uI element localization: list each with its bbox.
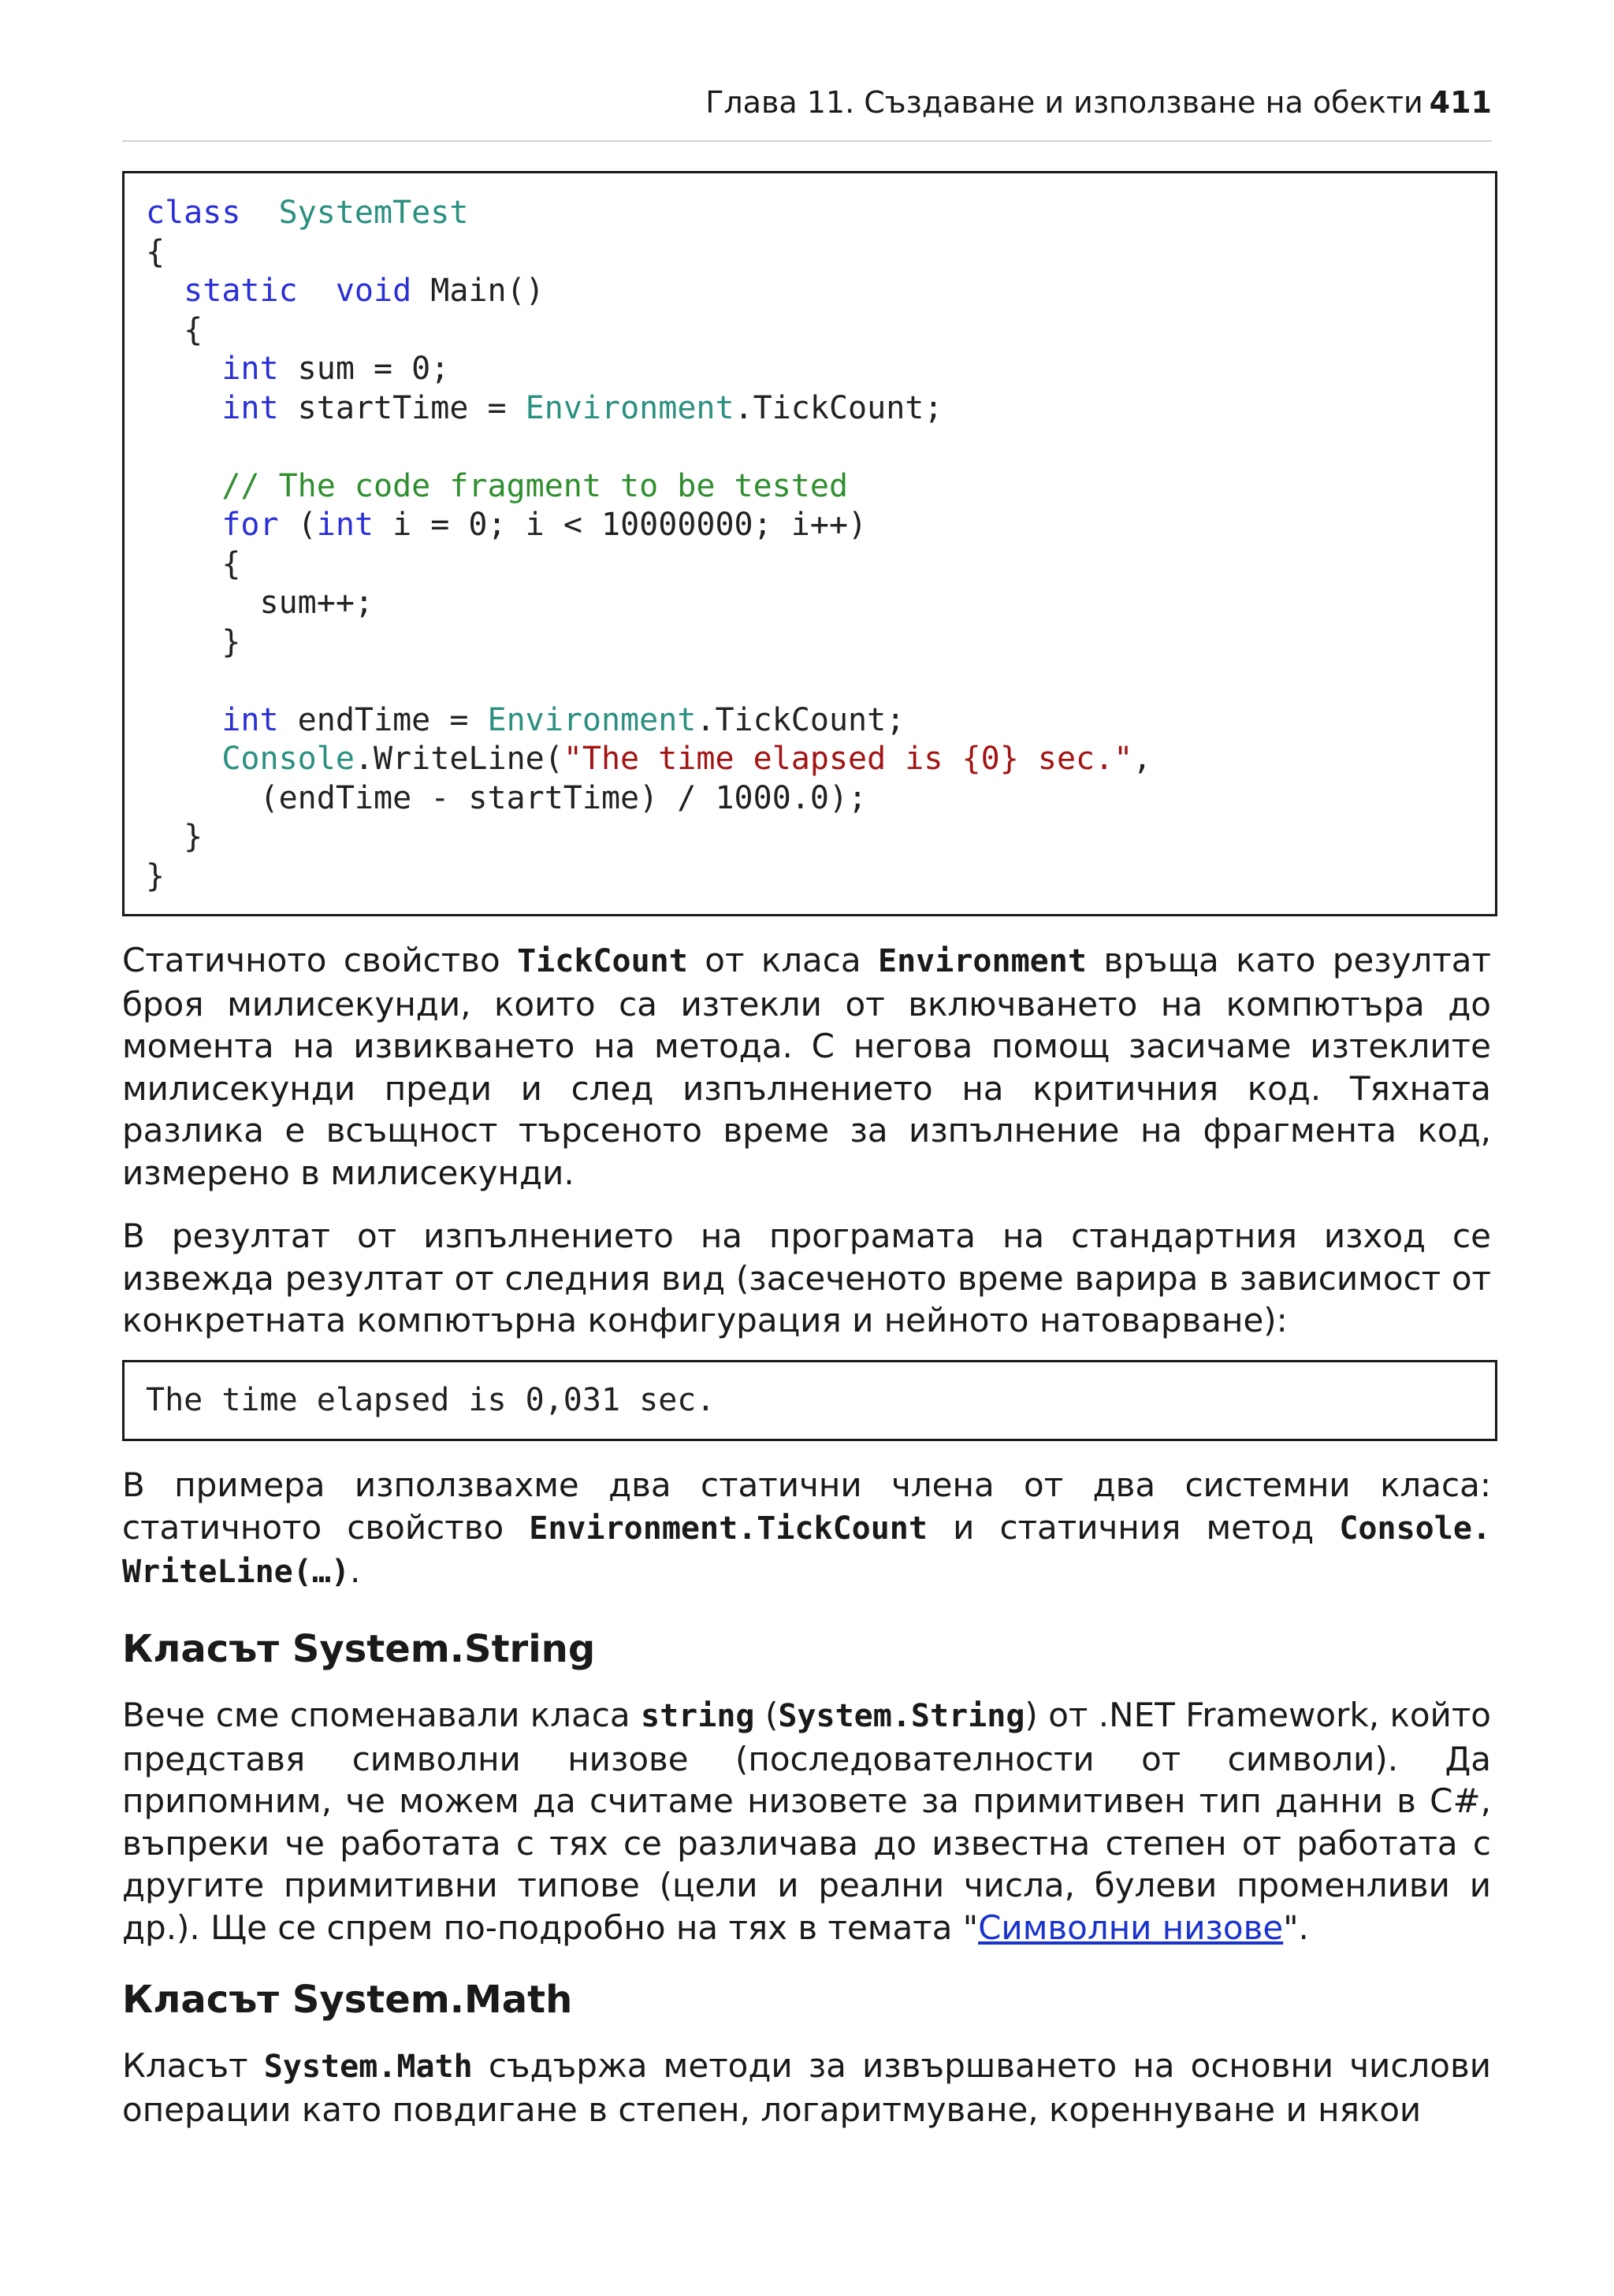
inline-code: System.Math [263, 2049, 473, 2085]
code-line [146, 857, 1151, 897]
text-run: Статичното свойство [122, 941, 518, 979]
code-text: (endTime - startTime) / 1000.0); [146, 779, 868, 816]
code-text [146, 273, 184, 309]
code-line [146, 779, 1151, 819]
inline-code: Console. WriteLine(…) [122, 1510, 1491, 1590]
chapter-title: Глава 11. Създаване и използване на обекти [705, 85, 1423, 120]
code-text: } [146, 857, 165, 894]
code-string: "The time elapsed is {0} sec." [563, 741, 1133, 777]
text-run: . [349, 1551, 361, 1590]
code-text: { [146, 233, 165, 270]
code-text [146, 741, 221, 777]
heading-system-math: Класът System.Math [122, 1978, 573, 2022]
code-line [146, 623, 1151, 663]
text-run: и статичния метод [927, 1507, 1340, 1547]
code-keyword: int [316, 507, 374, 543]
inline-code: Environment.TickCount [529, 1510, 928, 1547]
code-text [146, 507, 221, 543]
paragraph-static-members [122, 1464, 1491, 1594]
paragraph-output-intro: В резултат от изпълнението на програмата на стандартния изход се извежда резултат от следния вид (засеченото време варира в зависимост от конкретната компютърна конфигурация и нейното натоварване): [122, 1217, 1491, 1339]
code-line [146, 272, 1151, 311]
code-line [146, 545, 1151, 585]
code-text: .WriteLine( [354, 741, 563, 777]
code-keyword: void [335, 273, 412, 309]
output-block [122, 1360, 1497, 1441]
code-line [146, 701, 1151, 741]
code-text: ( [278, 507, 317, 543]
code-keyword: for [221, 507, 279, 543]
code-text: endTime = [278, 701, 488, 738]
code-text: { [146, 311, 203, 348]
code-line [146, 740, 1151, 779]
text-run: ) от .NET Framework, който представя символни низове (последователности от символи). Да припомним, че можем да считаме низовете за примитивен тип данни в C#, въпреки че работата с тях се различава до известна степен от работата с другите примитивни типове (цели и реални числа, булеви променливи и др.). Ще се спрем по-подробно на тях в темата " [122, 1696, 1491, 1947]
code-text: { [146, 545, 241, 582]
code-keyword: int [221, 351, 279, 387]
code-text [146, 702, 221, 738]
output-line: The time elapsed is 0,031 sec. [146, 1382, 716, 1418]
link-symbolni-nizove[interactable]: Символни низове [978, 1908, 1284, 1947]
code-line [146, 506, 1151, 545]
code-line [146, 311, 1151, 351]
page-header [122, 79, 1492, 142]
code-block [122, 171, 1497, 916]
code-type: Console [221, 741, 355, 777]
text-run: Класът [122, 2046, 264, 2085]
code-text: sum = 0; [278, 351, 450, 387]
code-line [146, 584, 1151, 623]
code-text [146, 351, 221, 387]
code-text: .TickCount; [696, 701, 906, 738]
code-text: startTime = [278, 389, 526, 426]
paragraph-system-string [122, 1694, 1491, 1949]
running-head [705, 85, 1492, 120]
inline-code: Environment [878, 943, 1087, 979]
code-type: Environment [487, 701, 697, 738]
page-number: 411 [1429, 85, 1492, 120]
code-keyword: static [184, 273, 298, 309]
code-text [146, 390, 221, 426]
code-text: } [146, 623, 241, 660]
code-text: .TickCount; [734, 389, 943, 426]
code-keyword: int [221, 701, 279, 738]
code-text: } [146, 819, 203, 855]
paragraph-tickcount [122, 939, 1491, 1194]
text-run: В примера използвахме два статични члена от два системни класа: статичното свойство [122, 1466, 1491, 1547]
code-text: i = 0; i < 10000000; i++) [374, 507, 868, 543]
text-run: от класа [687, 941, 879, 979]
code-listing [146, 194, 1151, 896]
code-keyword: int [221, 389, 279, 426]
inline-code: string [641, 1698, 755, 1734]
code-line [146, 662, 1151, 701]
output-listing [146, 1381, 715, 1421]
code-line [146, 350, 1151, 389]
text-run: връща като резултат броя милисекунди, които са изтекли от включването на компютъра до момента на извикването на метода. С негова помощ засичаме изтеклите милисекунди преди и след изпълнението на критичния код. Тяхната разлика е всъщност търсеното време за изпълнение на фрагмента код, измерено в милисекунди. [122, 941, 1492, 1192]
text-run: съдържа методи за извършването на основни числови операции като повдигане в степен, логаритмуване, кореннуване и някои [122, 2046, 1492, 2129]
text-run: ( [754, 1696, 779, 1734]
code-keyword: class [146, 195, 241, 231]
code-text [298, 273, 336, 309]
code-text [240, 195, 278, 231]
inline-code: System.String [778, 1698, 1025, 1734]
code-line [146, 818, 1151, 857]
code-line [146, 428, 1151, 467]
code-comment: // The code fragment to be tested [221, 467, 849, 504]
code-text: Main() [411, 273, 545, 309]
code-type: SystemTest [278, 195, 469, 231]
inline-code: TickCount [517, 943, 688, 979]
text-run: ". [1283, 1908, 1309, 1947]
code-text [146, 468, 221, 504]
text-run: Вече сме споменавали класа [122, 1696, 642, 1734]
code-line [146, 194, 1151, 233]
paragraph-system-math [122, 2045, 1491, 2131]
code-line [146, 389, 1151, 429]
code-line [146, 233, 1151, 273]
heading-system-string: Класът System.String [122, 1627, 596, 1671]
code-line [146, 467, 1151, 507]
code-type: Environment [525, 389, 734, 426]
code-text: sum++; [146, 585, 374, 621]
code-text: , [1132, 741, 1152, 777]
